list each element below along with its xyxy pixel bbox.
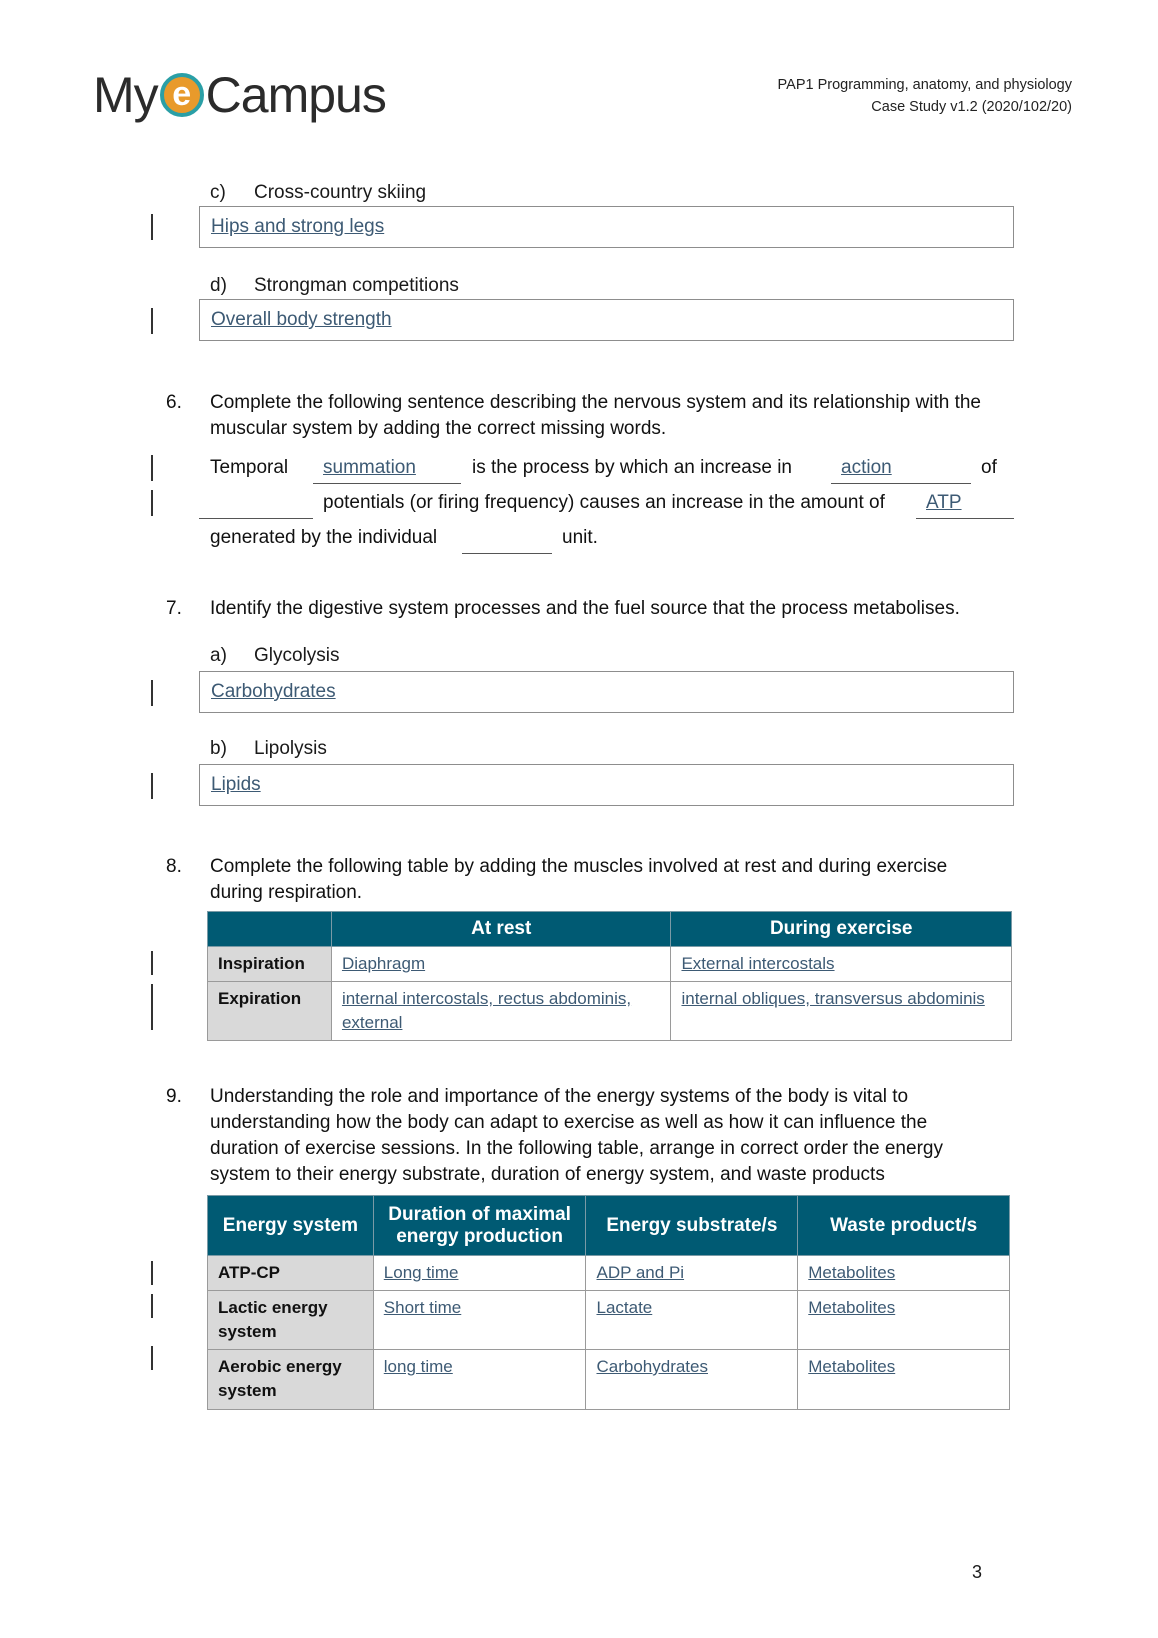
change-bar bbox=[151, 214, 153, 240]
table-header: At rest bbox=[331, 912, 671, 947]
table-row bbox=[208, 1256, 1010, 1291]
table-row bbox=[208, 982, 1012, 1041]
table-row bbox=[208, 1350, 1010, 1410]
logo-suffix: Campus bbox=[205, 67, 386, 123]
q6-text-potentials: potentials (or firing frequency) causes an increase in the amount of bbox=[323, 492, 885, 513]
row-label: Inspiration bbox=[208, 947, 332, 982]
change-bar bbox=[151, 308, 153, 334]
change-bar bbox=[151, 680, 153, 706]
table-cell[interactable]: internal obliques, transversus abdominis bbox=[671, 982, 1012, 1041]
case-study-version: Case Study v1.2 (2020/102/20) bbox=[871, 99, 1072, 115]
q8-number: 8. bbox=[166, 856, 182, 877]
q7a-answer-field[interactable] bbox=[199, 671, 1014, 713]
q7-number: 7. bbox=[166, 598, 182, 619]
row-label: Lactic energy system bbox=[208, 1291, 374, 1350]
q8-prompt: Complete the following table by adding the muscles involved at rest and during exercise during respiration. bbox=[210, 856, 948, 903]
table-cell[interactable]: Metabolites bbox=[798, 1291, 1010, 1350]
q6-blank-2[interactable]: action bbox=[831, 455, 971, 484]
page-number: 3 bbox=[971, 1562, 982, 1582]
change-bar bbox=[151, 1346, 153, 1370]
table-header-row bbox=[208, 1196, 1010, 1256]
table-cell[interactable]: Short time bbox=[373, 1291, 586, 1350]
change-bar bbox=[151, 951, 153, 975]
change-bar bbox=[151, 1261, 153, 1285]
q7a-answer: Carbohydrates bbox=[211, 681, 336, 702]
q7b-answer-field[interactable] bbox=[199, 764, 1014, 806]
q5d-label: d) Strongman competitions bbox=[210, 275, 459, 296]
table-row bbox=[208, 947, 1012, 982]
q7a-label: a) Glycolysis bbox=[210, 645, 340, 666]
table-cell[interactable]: internal intercostals, rectus abdominis, external bbox=[331, 982, 671, 1041]
mycampus-logo bbox=[93, 60, 386, 130]
q5c-label: c) Cross-country skiing bbox=[210, 182, 427, 203]
table-cell[interactable]: Diaphragm bbox=[331, 947, 671, 982]
table-cell[interactable]: External intercostals bbox=[671, 947, 1012, 982]
table-header: During exercise bbox=[671, 912, 1012, 947]
row-label: Expiration bbox=[208, 982, 332, 1041]
table-cell[interactable]: Metabolites bbox=[798, 1256, 1010, 1291]
energy-systems-table bbox=[207, 1195, 1010, 1410]
q6-word-unit: unit. bbox=[562, 527, 598, 548]
table-header-row bbox=[208, 912, 1012, 947]
change-bar bbox=[151, 773, 153, 799]
q5c-answer: Hips and strong legs bbox=[211, 216, 385, 237]
q9-prompt: Understanding the role and importance of the energy systems of the body is vital to understanding how the body can adapt to exercise as well as how it can influence the duration of exercise sessions. In the following table, arrange in correct order the energy system to their energy substrate, duration of energy system, and waste products bbox=[210, 1086, 943, 1185]
table-cell[interactable]: Metabolites bbox=[798, 1350, 1010, 1410]
q6-word-of: of bbox=[981, 457, 997, 478]
q5d-answer: Overall body strength bbox=[211, 309, 392, 330]
course-title: PAP1 Programming, anatomy, and physiology bbox=[777, 77, 1072, 93]
change-bar bbox=[151, 984, 153, 1030]
table-header: Energy system bbox=[208, 1196, 374, 1256]
table-cell[interactable]: Lactate bbox=[586, 1291, 798, 1350]
q5d-answer-field[interactable] bbox=[199, 299, 1014, 341]
q6-text-generated: generated by the individual bbox=[210, 527, 438, 548]
q6-blank-empty[interactable] bbox=[199, 490, 313, 519]
q7b-label: b) Lipolysis bbox=[210, 738, 327, 759]
table-header: Energy substrate/s bbox=[586, 1196, 798, 1256]
q7b-answer: Lipids bbox=[211, 774, 261, 795]
q6-text-process: is the process by which an increase in bbox=[472, 457, 792, 478]
logo-e-mark: e bbox=[160, 73, 204, 117]
q6-blank-4[interactable] bbox=[462, 525, 552, 554]
q6-number: 6. bbox=[166, 392, 182, 413]
table-cell[interactable]: Carbohydrates bbox=[586, 1350, 798, 1410]
table-cell[interactable]: ADP and Pi bbox=[586, 1256, 798, 1291]
table-header: Duration of maximal energy production bbox=[373, 1196, 586, 1256]
table-row bbox=[208, 1291, 1010, 1350]
q6-blank-1[interactable]: summation bbox=[313, 455, 461, 484]
table-header bbox=[208, 912, 332, 947]
row-label: Aerobic energy system bbox=[208, 1350, 374, 1410]
change-bar bbox=[151, 490, 153, 516]
document-header bbox=[778, 74, 1072, 118]
respiration-table bbox=[207, 911, 1012, 1041]
q9-number: 9. bbox=[166, 1086, 182, 1107]
change-bar bbox=[151, 455, 153, 481]
table-cell[interactable]: long time bbox=[373, 1350, 586, 1410]
logo-prefix: My bbox=[93, 67, 158, 123]
q7-prompt: Identify the digestive system processes and the fuel source that the process metabolises. bbox=[210, 598, 960, 619]
change-bar bbox=[151, 1294, 153, 1318]
table-header: Waste product/s bbox=[798, 1196, 1010, 1256]
q6-prompt: Complete the following sentence describing the nervous system and its relationship with the muscular system by adding the correct missing words. bbox=[210, 392, 981, 439]
q6-blank-3[interactable]: ATP bbox=[916, 490, 1014, 519]
q6-word-temporal: Temporal bbox=[210, 457, 289, 478]
table-cell[interactable]: Long time bbox=[373, 1256, 586, 1291]
row-label: ATP-CP bbox=[208, 1256, 374, 1291]
q5c-answer-field[interactable] bbox=[199, 206, 1014, 248]
